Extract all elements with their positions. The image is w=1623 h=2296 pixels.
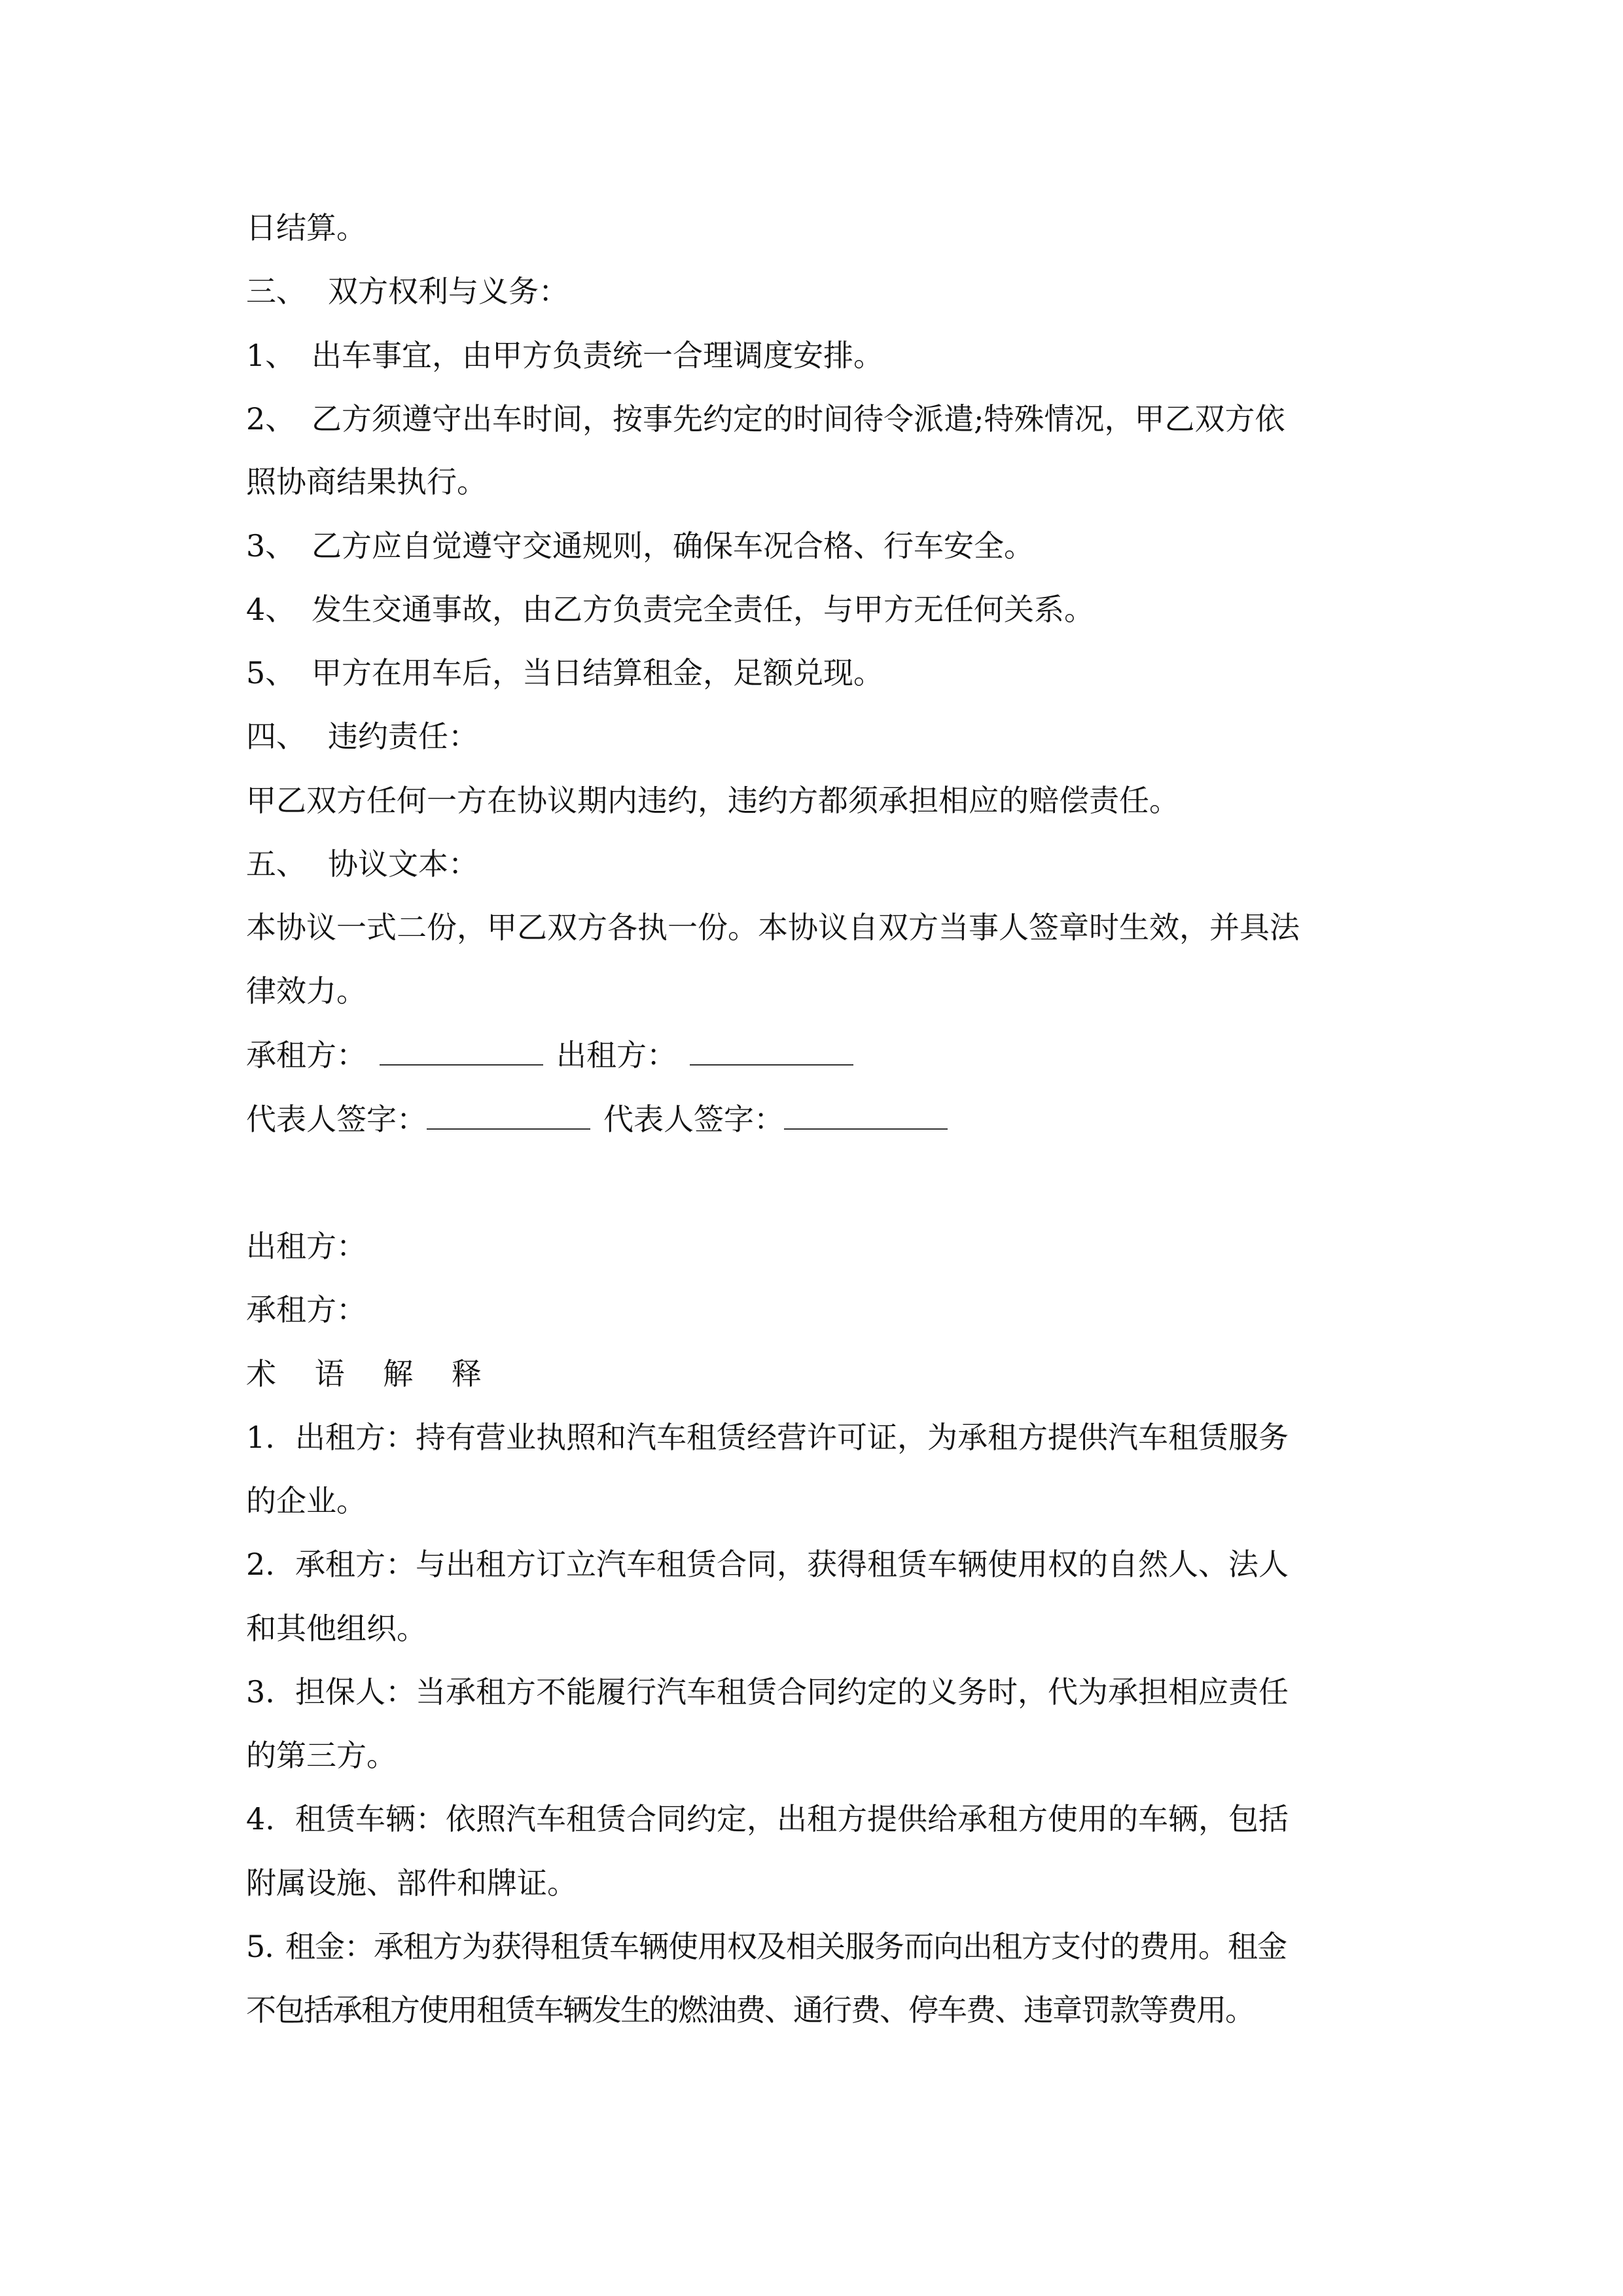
footer-lessee: 承租方： (246, 1292, 366, 1327)
terms-title: 术 语 解 释 (246, 1356, 496, 1391)
term-item-3: 3. 担保人：当承租方不能履行汽车租赁合同约定的义务时，代为承担相应责任 (246, 1674, 1289, 1710)
footer-lessor: 出租方： (246, 1229, 366, 1264)
signature-representatives-row (246, 1100, 948, 1139)
paragraph-copies-continued: 律效力。 (246, 973, 366, 1009)
section-heading-text: 五、 协议文本： (246, 846, 478, 882)
clause-item-2-continued: 照协商结果执行。 (246, 464, 487, 499)
term-item-3-continued: 的第三方。 (246, 1738, 397, 1773)
clause-item-4: 4、 发生交通事故，由乙方负责完全责任，与甲方无任何关系。 (246, 592, 1094, 627)
term-item-1-continued: 的企业。 (246, 1483, 366, 1518)
section-heading-breach: 四、 违约责任： (246, 719, 478, 754)
term-item-1: 1. 出租方：持有营业执照和汽车租赁经营许可证，为承租方提供汽车租赁服务 (246, 1420, 1289, 1455)
representative-blank-2[interactable] (784, 1102, 948, 1130)
term-item-2-continued: 和其他组织。 (246, 1611, 427, 1646)
paragraph-breach: 甲乙双方任何一方在协议期内违约，违约方都须承担相应的赔偿责任。 (246, 783, 1179, 818)
document-page (246, 0, 1398, 2296)
term-item-5-continued: 不包括承租方使用租赁车辆发生的燃油费、通行费、停车费、违章罚款等费用。 (246, 1992, 1254, 2028)
term-item-2: 2. 承租方：与出租方订立汽车租赁合同，获得租赁车辆使用权的自然人、法人 (246, 1547, 1289, 1582)
representative-label-1: 代表人签字： (246, 1102, 427, 1137)
term-item-4: 4. 租赁车辆：依照汽车租赁合同约定，出租方提供给承租方使用的车辆，包括 (246, 1801, 1289, 1837)
clause-item-5: 5、 甲方在用车后，当日结算租金，足额兑现。 (246, 655, 883, 691)
representative-blank-1[interactable] (427, 1102, 590, 1130)
lessee-label: 承租方： (246, 1037, 366, 1073)
representative-label-2: 代表人签字： (603, 1102, 784, 1137)
signature-parties-row (246, 1035, 853, 1075)
section-heading-rights: 三、 双方权利与义务： (246, 274, 569, 309)
term-item-5: 5. 租金：承租方为获得租赁车辆使用权及相关服务而向出租方支付的费用。租金 (246, 1929, 1287, 1964)
clause-item-3: 3、 乙方应自觉遵守交通规则，确保车况合格、行车安全。 (246, 528, 1034, 564)
clause-item-1: 1、 出车事宜，由甲方负责统一合理调度安排。 (246, 338, 883, 373)
lessor-blank[interactable] (690, 1038, 853, 1066)
lessee-blank[interactable] (380, 1038, 543, 1066)
lessor-label: 出租方： (556, 1037, 677, 1073)
paragraph-copies: 本协议一式二份，甲乙双方各执一份。本协议自双方当事人签章时生效，并具法 (246, 910, 1300, 945)
paragraph-settlement: 日结算。 (246, 210, 366, 245)
clause-item-2: 2、 乙方须遵守出车时间，按事先约定的时间待令派遣;特殊情况，甲乙双方依 (246, 401, 1285, 437)
term-item-4-continued: 附属设施、部件和牌证。 (246, 1865, 577, 1901)
